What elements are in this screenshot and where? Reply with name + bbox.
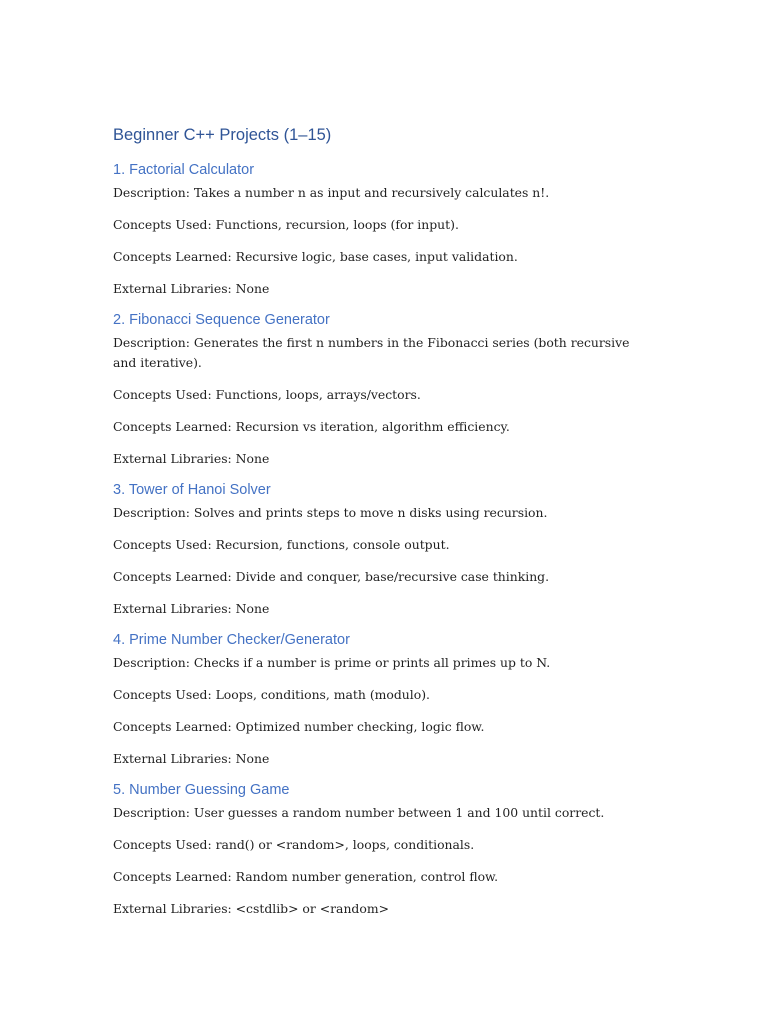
project-external-libraries: External Libraries: None [113,751,270,766]
project-concepts-learned: Concepts Learned: Divide and conquer, base/recursive case thinking. [113,569,550,584]
project-heading: 4. Prime Number Checker/Generator [113,632,350,648]
project-concepts-used: Concepts Used: Functions, recursion, loops (for input). [113,217,459,232]
project-description: Description: Takes a number n as input and recursively calculates n!. [113,185,550,200]
project-heading: 1. Factorial Calculator [113,162,255,178]
project-concepts-learned: Concepts Learned: Optimized number checking, logic flow. [113,719,485,734]
project-concepts-used: Concepts Used: Recursion, functions, console output. [113,537,450,552]
project-concepts-learned: Concepts Learned: Random number generation, control flow. [113,869,499,884]
document-title: Beginner C++ Projects (1–15) [113,126,332,144]
project-concepts-used: Concepts Used: Loops, conditions, math (modulo). [113,687,430,702]
project-concepts-used: Concepts Used: Functions, loops, arrays/vectors. [113,387,421,402]
project-external-libraries: External Libraries: None [113,281,270,296]
project-description: Description: Checks if a number is prime or prints all primes up to N. [113,655,551,670]
project-5 [113,781,653,919]
project-heading: 2. Fibonacci Sequence Generator [113,312,330,328]
project-description: Description: Generates the first n numbers in the Fibonacci series (both recursive and iterative). [113,335,630,370]
project-external-libraries: External Libraries: None [113,601,270,616]
project-1 [113,161,653,299]
project-heading: 5. Number Guessing Game [113,782,290,798]
project-concepts-used: Concepts Used: rand() or <random>, loops, conditionals. [113,837,475,852]
project-3 [113,481,653,619]
project-heading: 3. Tower of Hanoi Solver [113,482,271,498]
project-concepts-learned: Concepts Learned: Recursive logic, base cases, input validation. [113,249,518,264]
project-external-libraries: External Libraries: None [113,451,270,466]
project-external-libraries: External Libraries: <cstdlib> or <random> [113,901,389,916]
project-2 [113,311,653,469]
project-description: Description: User guesses a random number between 1 and 100 until correct. [113,805,605,820]
document-page [113,124,653,931]
project-4 [113,631,653,769]
project-description: Description: Solves and prints steps to move n disks using recursion. [113,505,548,520]
project-concepts-learned: Concepts Learned: Recursion vs iteration, algorithm efficiency. [113,419,510,434]
